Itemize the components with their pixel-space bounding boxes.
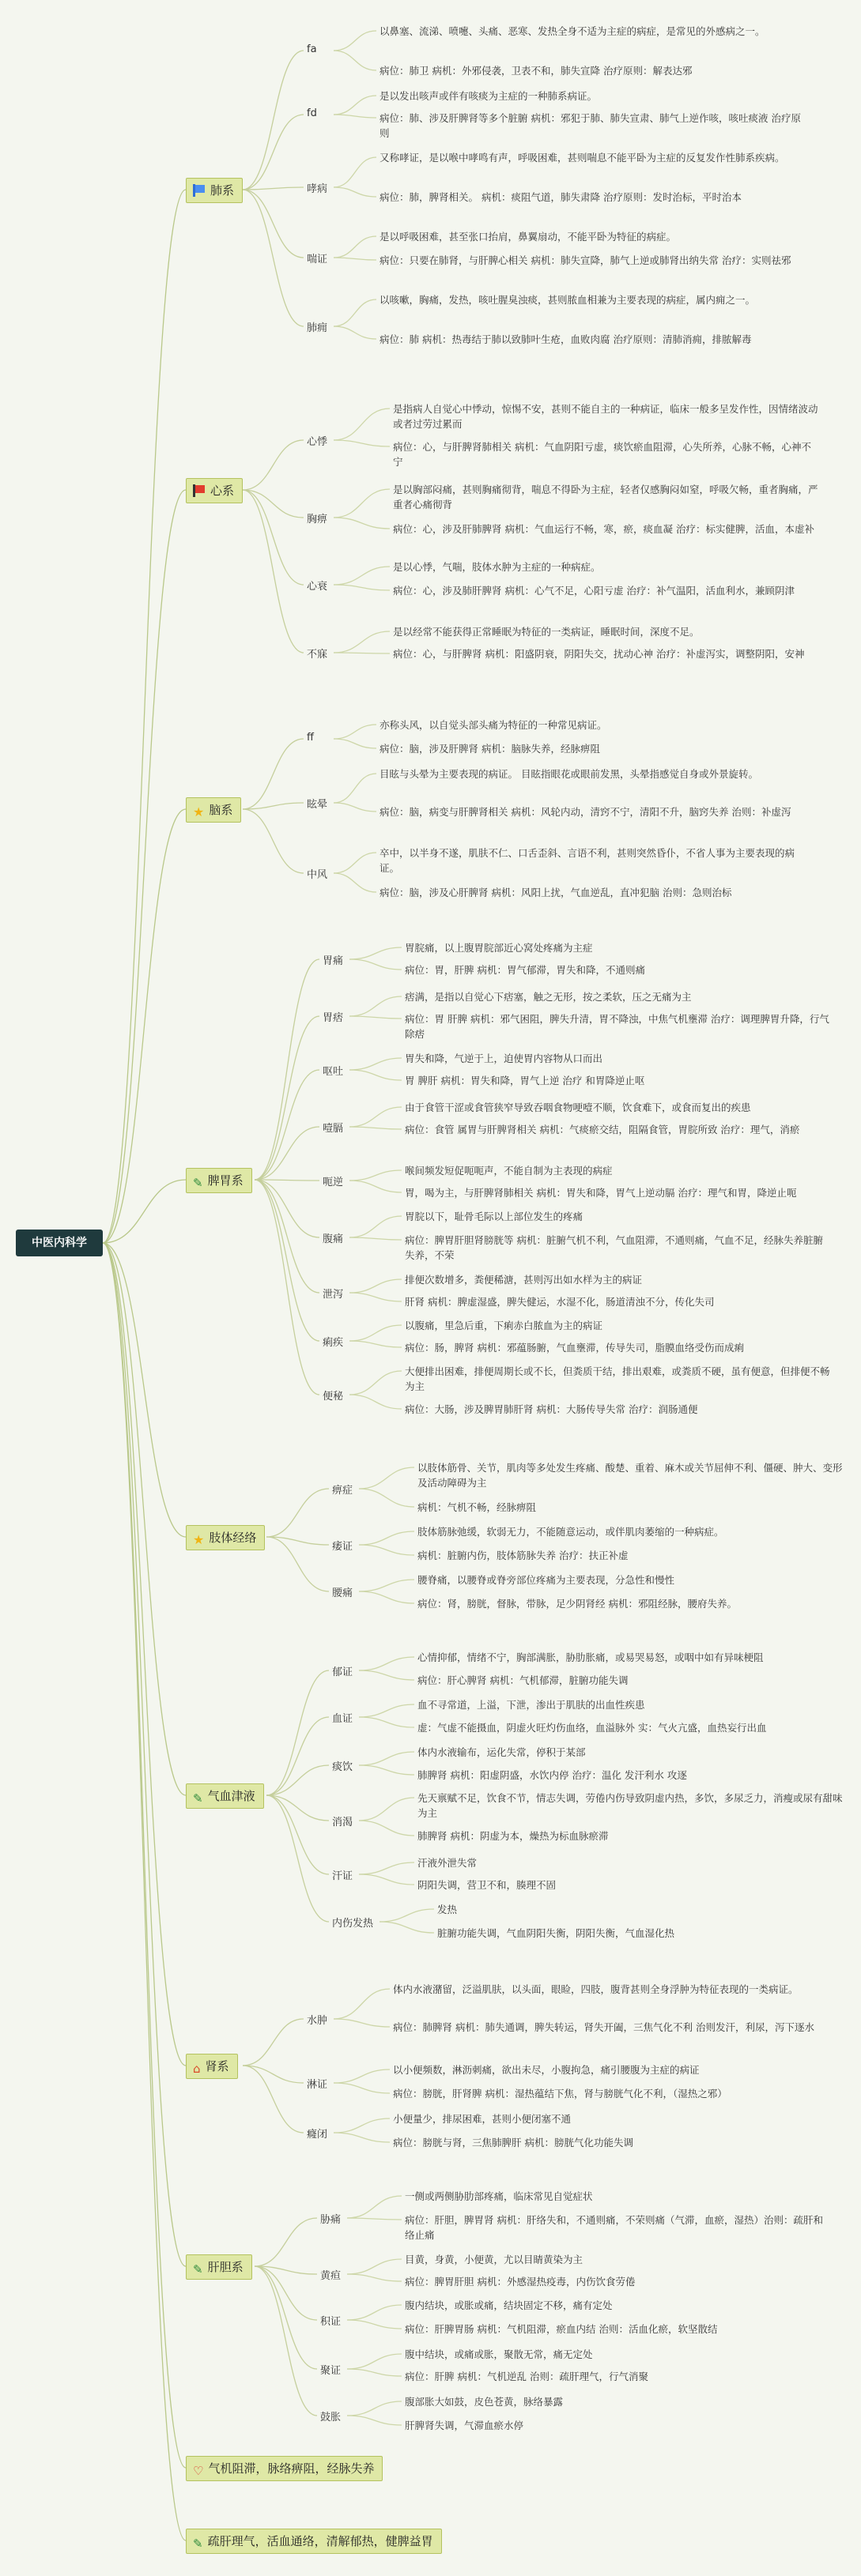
leaf-note: 亦称头风，以自觉头部头痛为特征的一种常见病证。: [380, 719, 607, 731]
connector-line: [349, 947, 402, 959]
leaf-note: 病位：心，涉及肝肺脾肾 病机：气血运行不畅，寒，瘀，痰血凝 治疗：标实健脾，活血，本虚补: [393, 523, 814, 535]
subtopic-node[interactable]: 心悸: [307, 436, 328, 448]
subtopic-node[interactable]: 水肿: [307, 2015, 328, 2027]
connector-line: [243, 115, 304, 190]
connector-line: [103, 1243, 186, 2468]
pencil-icon: ✎: [193, 1176, 203, 1190]
leaf-note: 病位：心，涉及肺肝脾肾 病机：心气不足，心阳亏虚 治疗：补气温阳，活血利水，兼顾阴津: [393, 585, 795, 597]
connector-line: [349, 1293, 402, 1301]
leaf-note: 又称哮证，是以喉中哮鸣有声，呼吸困难，甚则喘息不能平卧为主症的反复发作性肺系疾病。: [380, 152, 785, 164]
category-label: 脑系: [209, 803, 233, 817]
leaf-note: 由于食管干涩或食管狭窄导致吞咽食物哽噎不顺，饮食难下，或食而复出的疾患: [405, 1102, 751, 1113]
leaf-note: 是以呼吸困难，甚至张口抬肩，鼻翼扇动，不能平卧为特征的病症。: [380, 231, 677, 243]
connector-line: [103, 1243, 186, 2540]
subtopic-node[interactable]: 痹症: [332, 1485, 353, 1497]
leaf-note: 胃脘痛，以上腹胃脘部近心窝处疼痛为主症: [405, 942, 593, 954]
connector-line: [359, 1862, 414, 1874]
connector-line: [349, 996, 402, 1016]
connector-line: [334, 739, 376, 748]
category-label: 疏肝理气，活血通络，清解郁热，健脾益胃: [207, 2534, 433, 2548]
connector-line: [334, 1989, 390, 2019]
leaf-note: 病位：肝胆，脾胃肾 病机：肝络失和，不通则痛，不荣则痛（气滞，血瘀，湿热）治则：疏肝和络止痛: [405, 2214, 823, 2241]
connector-line: [266, 1795, 329, 1922]
connector-line: [243, 2066, 304, 2133]
connector-line: [359, 1580, 414, 1591]
connector-line: [349, 1395, 402, 1409]
connector-line: [334, 853, 376, 873]
connector-line: [266, 1717, 329, 1795]
subtopic-node[interactable]: 淋证: [307, 2079, 328, 2091]
root-node[interactable]: 中医内科学: [16, 1230, 103, 1256]
connector-line: [243, 51, 304, 190]
connector-line: [380, 1922, 434, 1933]
connector-line: [359, 1467, 414, 1489]
connector-line: [347, 2416, 402, 2425]
connector-line: [103, 190, 186, 1243]
leaf-note: 病位：膀胱，肝肾脾 病机：湿热蕴结下焦，肾与膀胱气化不利，（湿热之邪）: [393, 2088, 727, 2100]
leaf-note: 病位：脾胃肝胆 病机：外感湿热疫毒，内伤饮食劳倦: [405, 2276, 636, 2288]
category-node[interactable]: [186, 2529, 442, 2554]
connector-line: [334, 2069, 390, 2083]
connector-line: [255, 1070, 319, 1180]
connector-line: [103, 1180, 186, 1243]
connector-line: [349, 1107, 402, 1127]
connector-line: [334, 631, 390, 653]
connector-line: [243, 190, 304, 258]
leaf-note: 心情抑郁，情绪不宁，胸部满胀，胁肋胀痛，或易哭易怒，或咽中如有异味梗阻: [417, 1651, 764, 1663]
category-node[interactable]: [186, 1783, 264, 1809]
leaf-note: 以小便频数，淋沥刺痛，欲出未尽，小腹拘急，痛引腰腹为主症的病证: [393, 2064, 700, 2076]
leaf-note: 虚：气虚不能摄血，阴虚火旺灼伤血络，血溢脉外 实：气火亢盛，血热妄行出血: [417, 1722, 767, 1734]
connector-line: [347, 2218, 402, 2220]
leaf-note: 小便量少，排尿困难，甚则小便闭塞不通: [393, 2113, 572, 2125]
connector-line: [349, 1371, 402, 1395]
subtopic-node[interactable]: 眩晕: [307, 799, 328, 811]
category-node[interactable]: [186, 1168, 252, 1193]
category-label: 气机阻滞，脉络痹阻，经脉失养: [208, 2461, 375, 2476]
connector-line: [349, 1127, 402, 1129]
connector-line: [334, 96, 376, 115]
leaf-note: 体内水液潴留，泛溢肌肤，以头面，眼睑，四肢，腹背甚则全身浮肿为特征表现的一类病证。: [393, 1983, 799, 1995]
connector-line: [266, 1537, 329, 1545]
leaf-note: 病位：肺，脾肾相关。 病机：痰阻气道，肺失肃降 治疗原则：发时治标，平时治本: [380, 191, 742, 203]
heart-icon: ♡: [193, 2464, 204, 2478]
connector-line: [347, 2274, 402, 2281]
leaf-note: 病位：肝脾胃肠 病机：气机阻滞，瘀血内结 治则：活血化瘀，软坚散结: [405, 2323, 718, 2335]
leaf-note: 胃，喝为主，与肝脾肾肺相关 病机：胃失和降，胃气上逆动膈 治疗：理气和胃，降逆止呃: [405, 1187, 797, 1199]
leaf-note: 病位：肺、涉及肝脾肾等多个脏腑 病机：邪犯于肺、肺失宣肃、肺气上逆作咳，咳吐痰液 治疗原则: [380, 112, 801, 139]
flag-blue-icon: [193, 184, 206, 197]
connector-line: [359, 1874, 414, 1885]
leaf-note: 胃 脾肝 病机：胃失和降，胃气上逆 治疗 和胃降逆止呕: [405, 1075, 645, 1087]
connector-line: [347, 2401, 402, 2416]
subtopic-node[interactable]: 泄泻: [323, 1289, 344, 1301]
category-label: 脾胃系: [207, 1173, 244, 1188]
leaf-note: 目眩与头晕为主要表现的病证。 目眩指眼花或眼前发黑，头晕指感觉自身或外景旋转。: [380, 768, 758, 780]
category-node[interactable]: [186, 2254, 252, 2280]
connector-line: [347, 2305, 402, 2320]
subtopic-node[interactable]: 喘证: [307, 254, 328, 266]
pencil-icon: ✎: [193, 2262, 203, 2277]
category-label: 肝胆系: [207, 2260, 244, 2274]
connector-line: [334, 258, 376, 260]
connector-line: [334, 2118, 390, 2133]
connector-line: [334, 236, 376, 258]
home-icon: ⌂: [193, 2062, 201, 2076]
connector-line: [255, 1180, 319, 1293]
leaf-note: 病位：肝心脾肾 病机：气机郁滞，脏腑功能失调: [417, 1674, 629, 1686]
subtopic-node[interactable]: 汗证: [332, 1870, 353, 1882]
connector-line: [334, 326, 376, 339]
leaf-note: 病位：脑，病变与肝脾肾相关 病机：风轮内动，清窍不宁，清阳不升，脑窍失养 治则：补虚泻: [380, 806, 791, 818]
leaf-note: 大便排出困难，排便周期长或不长，但粪质干结，排出艰难，或粪质不硬，虽有便意，但排便不畅为主: [405, 1365, 830, 1392]
pencil-icon: ✎: [193, 2536, 203, 2551]
leaf-note: 胃脘以下，耻骨毛际以上部位发生的疼痛: [405, 1211, 583, 1222]
subtopic-node[interactable]: 鼓胀: [320, 2412, 342, 2423]
subtopic-node[interactable]: 积证: [320, 2316, 342, 2328]
subtopic-node[interactable]: fd: [307, 107, 317, 119]
category-label: 心系: [210, 484, 235, 498]
connector-line: [334, 31, 376, 51]
connector-line: [349, 959, 402, 970]
leaf-note: 肺脾肾 病机：阴虚为本，燥热为标血脉瘀滞: [417, 1830, 609, 1842]
connector-line: [334, 2019, 390, 2027]
leaf-note: 病位：肠，脾肾 病机：邪蕴肠腑，气血壅滞，传导失司，脂膜血络受伤而成痢: [405, 1342, 744, 1354]
connector-line: [334, 567, 390, 585]
subtopic-node[interactable]: 腰痛: [332, 1587, 353, 1599]
subtopic-node[interactable]: 胃痛: [323, 955, 344, 967]
leaf-note: 病位：脑，涉及心肝脾肾 病机：风阳上扰，气血逆乱，直冲犯脑 治则：急则治标: [380, 887, 732, 898]
connector-line: [255, 1016, 319, 1180]
pencil-icon: ✎: [193, 1791, 203, 1806]
connector-line: [334, 774, 376, 803]
subtopic-node[interactable]: 噎膈: [323, 1123, 344, 1135]
star-icon: ★: [193, 1532, 205, 1547]
connector-line: [334, 489, 390, 518]
connector-line: [255, 1180, 319, 1181]
leaf-note: 是以发出咳声或伴有咳痰为主症的一种肺系病证。: [380, 90, 598, 102]
connector-line: [359, 1821, 414, 1836]
leaf-note: 病机：气机不畅，经脉痹阻: [417, 1501, 537, 1513]
category-label: 肢体经络: [209, 1531, 257, 1545]
connector-line: [359, 1752, 414, 1765]
subtopic-node[interactable]: 痰饮: [332, 1761, 353, 1773]
connector-line: [349, 1341, 402, 1347]
category-node[interactable]: [186, 2054, 238, 2079]
leaf-note: 肺脾肾 病机：阳虚阴盛，水饮内停 治疗：温化 发汗利水 攻逐: [417, 1769, 687, 1781]
connector-line: [103, 490, 186, 1243]
connector-line: [334, 409, 390, 440]
subtopic-node[interactable]: 呕吐: [323, 1066, 344, 1078]
connector-line: [334, 115, 376, 118]
connector-line: [243, 2019, 304, 2066]
connector-line: [359, 1545, 414, 1555]
connector-line: [334, 299, 376, 326]
subtopic-node[interactable]: 中风: [307, 869, 328, 881]
leaf-note: 病位：胃 肝脾 病机：邪气困阻，脾失升清，胃不降浊，中焦气机壅滞 治疗：调理脾胃升降，行气除痞: [405, 1013, 829, 1040]
leaf-note: 肝脾肾失调，气滞血瘀水停: [405, 2420, 524, 2431]
leaf-note: 病位：胃，肝脾 病机：胃气郁滞，胃失和降，不通则痛: [405, 964, 645, 976]
connector-line: [334, 518, 390, 529]
connector-line: [359, 1591, 414, 1603]
connector-line: [359, 1704, 414, 1717]
connector-line: [347, 2369, 402, 2376]
subtopic-node[interactable]: ff: [307, 732, 314, 744]
leaf-note: 先天禀赋不足，饮食不节，情志失调，劳倦内伤导致阴虚内热，多饮，多尿乏力，消瘦或尿有甜味为主: [417, 1792, 843, 1819]
connector-line: [359, 1670, 414, 1680]
connector-line: [359, 1798, 414, 1821]
connector-line: [349, 1279, 402, 1293]
connector-line: [380, 1909, 434, 1922]
subtopic-node[interactable]: 黄疸: [320, 2270, 342, 2282]
connector-line: [266, 1670, 329, 1795]
subtopic-node[interactable]: 胸痹: [307, 514, 328, 525]
category-node[interactable]: [186, 178, 243, 203]
connector-line: [334, 51, 376, 70]
leaf-note: 腹中结块，或痛或胀，聚散无常，痛无定处: [405, 2348, 593, 2360]
leaf-note: 脏腑功能失调，气血阴阳失衡，阴阳失衡，气血湿化热: [437, 1927, 675, 1939]
leaf-note: 病位：心，与肝脾肾 病机：阳盛阴衰，阴阳失交，扰动心神 治疗：补虚泻实，调整阴阳，安神: [393, 648, 805, 660]
connector-line: [349, 1216, 402, 1237]
connector-line: [266, 1537, 329, 1591]
leaf-note: 腹内结块，或胀或痛，结块固定不移，痛有定处: [405, 2299, 613, 2311]
leaf-note: 血不寻常道，上溢，下泄，渗出于肌肤的出血性疾患: [417, 1699, 645, 1711]
subtopic-node[interactable]: 便秘: [323, 1391, 344, 1403]
leaf-note: 一侧或两侧胁肋部疼痛，临床常见自觉症状: [405, 2190, 593, 2202]
subtopic-node[interactable]: 肺痈: [307, 322, 328, 334]
leaf-note: 病位：脑，涉及肝脾肾 病机：脑脉失养，经脉痹阻: [380, 743, 600, 755]
connector-line: [243, 803, 304, 809]
leaf-note: 以腹痛，里急后重，下痢赤白脓血为主的病证: [405, 1320, 603, 1331]
connector-line: [255, 959, 319, 1180]
subtopic-node[interactable]: 郁证: [332, 1666, 353, 1678]
leaf-note: 发热: [437, 1904, 458, 1915]
connector-line: [334, 157, 376, 187]
connector-line: [349, 1070, 402, 1080]
leaf-note: 肝肾 病机：脾虚湿盛，脾失健运，水湿不化，肠道清浊不分，传化失司: [405, 1296, 715, 1308]
leaf-note: 病机：脏腑内伤，肢体筋脉失养 治疗：扶正补虚: [417, 1550, 629, 1561]
leaf-note: 是以心悸，气喘，肢体水肿为主症的一种病症。: [393, 561, 601, 573]
connector-line: [347, 2320, 402, 2329]
connector-line: [255, 2266, 317, 2416]
leaf-note: 是以胸部闷痛，甚则胸痛彻背，喘息不得卧为主症，轻者仅感胸闷如窒，呼吸欠畅，重者胸痛，严重者心痛彻背: [393, 484, 818, 510]
category-label: 肾系: [205, 2059, 229, 2073]
leaf-note: 腹部胀大如鼓，皮色苍黄，脉络暴露: [405, 2396, 564, 2408]
subtopic-node[interactable]: 腹痛: [323, 1233, 344, 1245]
category-node[interactable]: [186, 478, 243, 503]
connector-line: [359, 1657, 414, 1670]
leaf-note: 腰脊痛，以腰脊或脊旁部位疼痛为主要表现，分急性和慢性: [417, 1574, 675, 1586]
flag-red-icon: [193, 484, 206, 497]
subtopic-node[interactable]: fa: [307, 43, 317, 55]
connector-line: [349, 1325, 402, 1341]
leaf-note: 肢体筋脉弛缓，软弱无力，不能随意运动，或伴肌肉萎缩的一种病症。: [417, 1526, 724, 1538]
leaf-note: 汗液外泄失常: [417, 1857, 478, 1869]
leaf-note: 病位：肺脾肾 病机：肺失通调，脾失转运，肾失开阖，三焦气化不利 治则发汗，利尿，泻下逐水: [393, 2021, 814, 2033]
subtopic-node[interactable]: 聚证: [320, 2365, 342, 2377]
connector-line: [359, 1765, 414, 1775]
leaf-note: 卒中，以半身不遂，肌肤不仁、口舌歪斜、言语不利，甚则突然昏仆，不省人事为主要表现的病证。: [380, 847, 795, 874]
subtopic-node[interactable]: 痢疾: [323, 1337, 344, 1349]
leaf-note: 病位：膀胱与肾，三焦肺脾肝 病机：膀胱气化功能失调: [393, 2137, 633, 2149]
leaf-note: 痞满，是指以自觉心下痞塞，触之无形，按之柔软，压之无痛为主: [405, 991, 692, 1003]
connector-line: [347, 2196, 402, 2218]
category-label: 肺系: [210, 183, 235, 198]
connector-line: [347, 2259, 402, 2274]
leaf-note: 病位：大肠，涉及脾胃肺肝肾 病机：大肠传导失常 治疗：润肠通便: [405, 1403, 698, 1415]
connector-line: [334, 803, 376, 812]
subtopic-node[interactable]: 血证: [332, 1713, 353, 1725]
connector-line: [255, 1180, 319, 1237]
category-label: 气血津液: [207, 1789, 255, 1803]
connector-line: [255, 2218, 317, 2266]
leaf-note: 病位：肺卫 病机：外邪侵袭，卫表不和，肺失宣降 治疗原则：解表达邪: [380, 65, 693, 77]
connector-line: [349, 1058, 402, 1070]
connector-line: [243, 739, 304, 809]
connector-line: [243, 809, 304, 873]
leaf-note: 喉间频发短促呃呃声，不能自制为主表现的病症: [405, 1165, 613, 1177]
leaf-note: 阴阳失调，营卫不和，腠理不固: [417, 1879, 557, 1891]
leaf-note: 以肢体筋骨、关节，肌肉等多处发生疼痛、酸楚、重着、麻木或关节屈伸不利、僵硬、肿大、变形及活动障碍为主: [417, 1462, 843, 1489]
connector-line: [243, 187, 304, 190]
connector-line: [243, 440, 304, 490]
subtopic-node[interactable]: 不寐: [307, 649, 328, 661]
leaf-note: 体内水液输布，运化失常，停积于某部: [417, 1746, 586, 1758]
leaf-note: 病位：肾，膀胱，督脉，带脉，足少阴肾经 病机：邪阻经脉，腰府失养。: [417, 1598, 737, 1610]
subtopic-node[interactable]: 痿证: [332, 1541, 353, 1553]
connector-line: [359, 1531, 414, 1545]
leaf-note: 病位：心，与肝脾肾肺相关 病机：气血阴阳亏虚，痰饮瘀血阻滞，心失所养，心脉不畅，心神不宁: [393, 441, 811, 468]
connector-line: [255, 1180, 319, 1395]
subtopic-node[interactable]: 胃痞: [323, 1012, 344, 1024]
connector-line: [266, 1489, 329, 1537]
connector-line: [334, 440, 390, 446]
connector-line: [103, 1243, 186, 2266]
leaf-note: 病位：食管 属胃与肝脾肾相关 病机：气痰瘀交结，阻隔食管，胃脘所致 治疗：理气，消瘀: [405, 1124, 800, 1135]
leaf-note: 目黄，身黄，小便黄，尤以目睛黄染为主: [405, 2254, 583, 2265]
category-node[interactable]: [186, 2456, 383, 2481]
connector-line: [349, 1237, 402, 1240]
subtopic-node[interactable]: 心衰: [307, 581, 328, 593]
connector-line: [255, 1180, 319, 1341]
leaf-note: 病位：肺 病机：热毒结于肺以致肺叶生疮，血败肉腐 治疗原则：清肺消痈，排脓解毒: [380, 333, 752, 345]
subtopic-node[interactable]: 胁痛: [320, 2214, 342, 2226]
leaf-note: 病位：脾胃肝胆肾膀胱等 病机：脏腑气机不利，气血阻滞，不通则痛，气血不足，经脉失养脏腑失养，不荣: [405, 1234, 823, 1261]
leaf-note: 以鼻塞、流涕、喷嚏、头痛、恶寒、发热全身不适为主症的病症，是常见的外感病之一。: [380, 25, 765, 37]
leaf-note: 病位：只要在肺肾，与肝脾心相关 病机：肺失宣降，肺气上逆或肺肾出纳失常 治疗：实则祛邪: [380, 254, 791, 266]
connector-line: [334, 873, 376, 892]
connector-line: [347, 2354, 402, 2369]
connector-line: [243, 190, 304, 326]
subtopic-node[interactable]: 哮病: [307, 183, 328, 195]
subtopic-node[interactable]: 癃闭: [307, 2129, 328, 2141]
connector-line: [243, 490, 304, 653]
connector-line: [243, 490, 304, 518]
leaf-note: 是以经常不能获得正常睡眠为特征的一类病证，睡眠时间，深度不足。: [393, 626, 700, 638]
category-node[interactable]: [186, 797, 241, 823]
connector-line: [334, 585, 390, 590]
connector-line: [349, 1016, 402, 1019]
connector-line: [349, 1170, 402, 1181]
category-node[interactable]: [186, 1525, 265, 1550]
connector-line: [103, 1243, 186, 1795]
subtopic-node[interactable]: 内伤发热: [332, 1918, 374, 1930]
connector-line: [334, 725, 376, 739]
subtopic-node[interactable]: 消渴: [332, 1817, 353, 1828]
leaf-note: 胃失和降，气逆于上，迫使胃内容物从口而出: [405, 1053, 603, 1064]
connector-line: [334, 2133, 390, 2142]
connector-line: [359, 1717, 414, 1727]
connector-line: [266, 1795, 329, 1874]
subtopic-node[interactable]: 呃逆: [323, 1177, 344, 1188]
leaf-note: 排便次数增多，粪便稀溏，甚则泻出如水样为主的病证: [405, 1274, 643, 1286]
leaf-note: 以咳嗽，胸痛，发热，咳吐腥臭浊痰，甚则脓血相兼为主要表现的病症，属内痈之一。: [380, 294, 756, 306]
leaf-note: 病位：肝脾 病机：气机逆乱 治则：疏肝理气，行气消聚: [405, 2371, 648, 2382]
connector-line: [334, 2083, 390, 2093]
connector-line: [359, 1489, 414, 1507]
star-icon: ★: [193, 804, 205, 819]
connector-line: [334, 187, 376, 197]
leaf-note: 是指病人自觉心中悸动，惊惕不安，甚则不能自主的一种病证，临床一般多呈发作性，因情绪波动或者过劳过累而: [393, 403, 818, 430]
connector-line: [103, 1243, 186, 2066]
connector-line: [349, 1181, 402, 1192]
